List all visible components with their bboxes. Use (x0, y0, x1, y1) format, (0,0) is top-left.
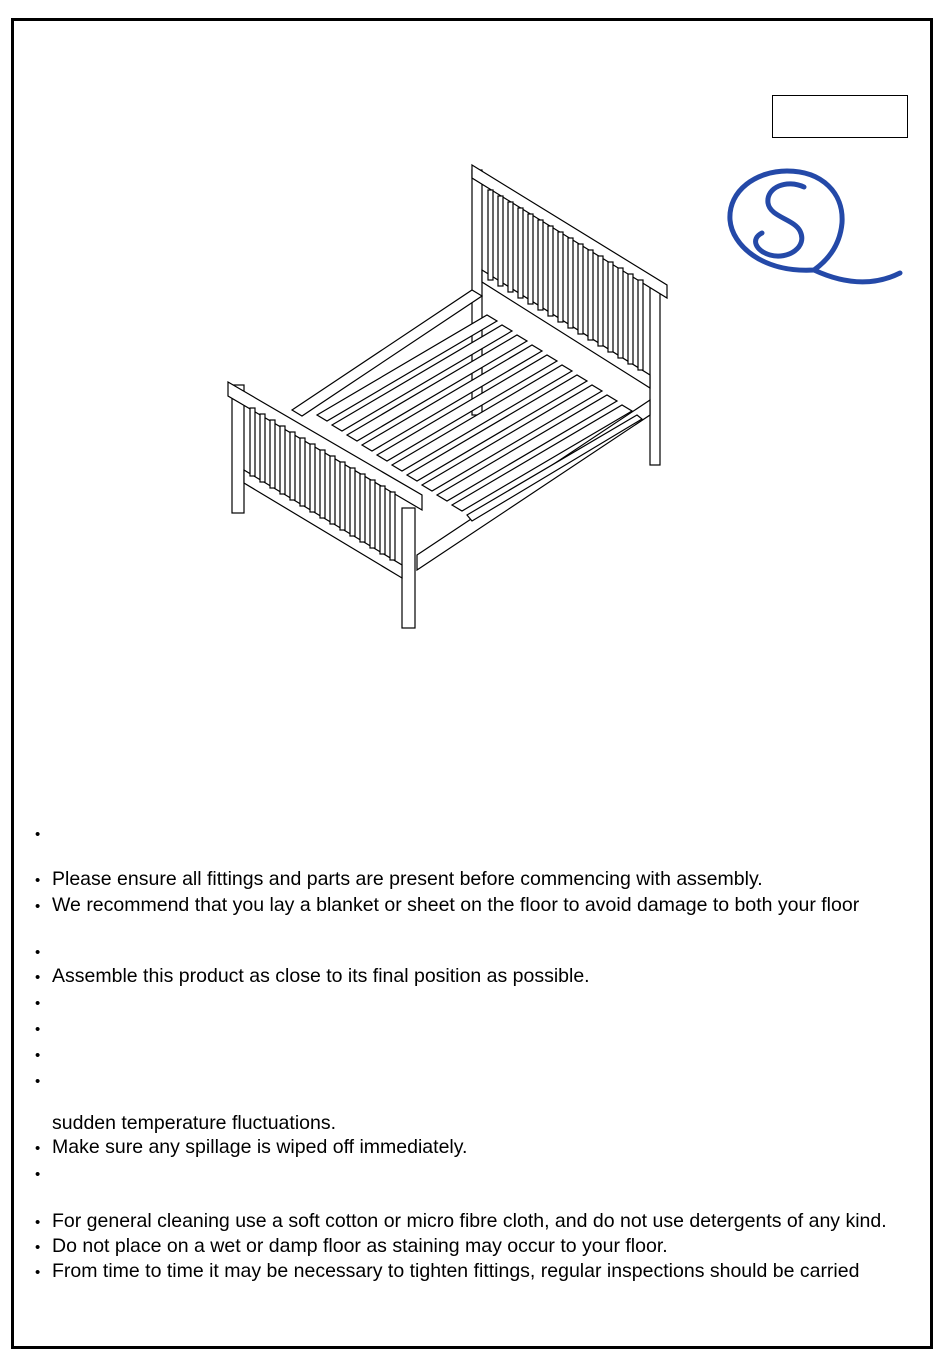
list-item: • Assemble this product as close to its final position as possible. (35, 965, 590, 987)
list-item: • (35, 1166, 41, 1183)
sq-monogram-logo-icon (722, 165, 907, 290)
bed-frame-drawing-icon (222, 160, 672, 635)
list-item: • We recommend that you lay a blanket or sheet on the floor to avoid damage to both your floor (35, 894, 860, 916)
list-item: • From time to time it may be necessary to tighten fittings, regular inspections should be carried (35, 1260, 860, 1282)
list-item: • Please ensure all fittings and parts are present before commencing with assembly. (35, 868, 763, 890)
list-item: • Do not place on a wet or damp floor as staining may occur to your floor. (35, 1235, 668, 1257)
list-item: • (35, 1047, 41, 1064)
list-item: • Make sure any spillage is wiped off immediately. (35, 1136, 468, 1158)
product-code-box (772, 95, 908, 138)
list-item-continuation: sudden temperature fluctuations. (52, 1112, 337, 1134)
list-item: • (35, 1021, 41, 1038)
list-item: • (35, 826, 41, 843)
list-item: • (35, 995, 41, 1012)
list-item: • (35, 944, 41, 961)
list-item: • (35, 1073, 41, 1090)
list-item: • For general cleaning use a soft cotton or micro fibre cloth, and do not use detergents of any kind. (35, 1210, 887, 1232)
